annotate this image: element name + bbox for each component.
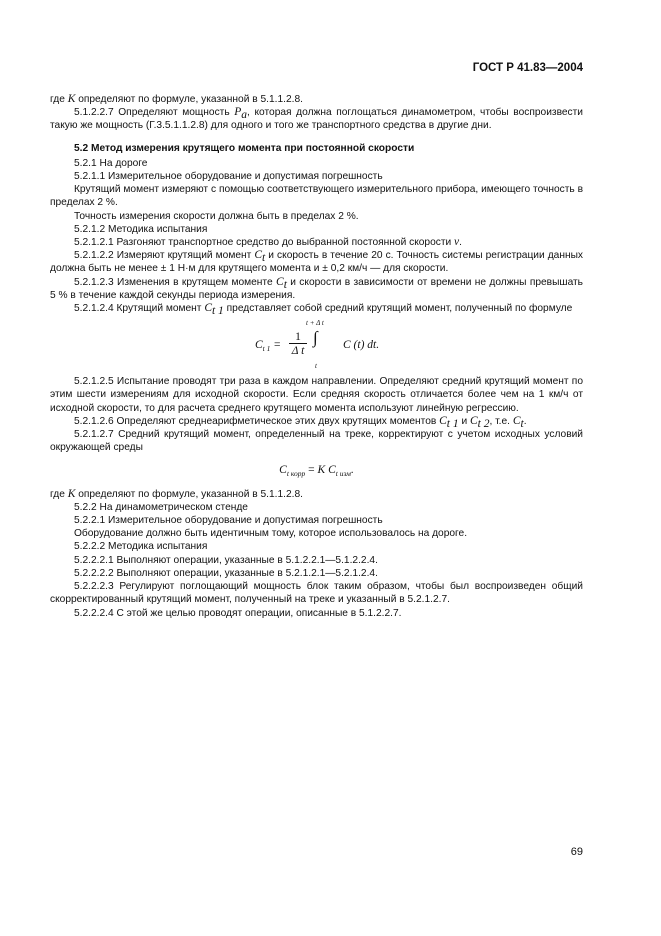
page-number: 69 [570,846,583,858]
paragraph: 5.2.1.2.3 Изменения в крутящем моменте $C_t$ и скорости в зависимости от времени не должны превышать 5 % в течение каждой секунды периода измерения. [50,275,583,301]
paragraph: 5.2.2.2 Методика испытания [74,541,208,553]
integral-lower-limit: t [315,362,317,371]
paragraph: 5.2.1.2.4 Крутящий момент $C_{t 1}$ представляет собой средний крутящий момент, полученный по формуле [74,302,573,318]
paragraph: Точность измерения скорости должна быть в пределах 2 %. [74,210,359,222]
paragraph: 5.2.1.2.1 Разгоняют транспортное средство до выбранной постоянной скорости v. [74,236,462,249]
integral-formula [50,315,583,375]
paragraph: где K определяют по формуле, указанной в 5.1.1.2.8. [50,487,303,500]
integral-upper-limit: t + Δ t [306,319,324,328]
paragraph: Оборудование должно быть идентичным тому, которое использовалось на дороге. [74,528,468,540]
paragraph: 5.2.1.2 Методика испытания [74,223,208,235]
paragraph: 5.2.2.2.4 С этой же целью проводят операции, описанные в 5.1.2.2.7. [74,607,402,619]
paragraph: 5.2.1.2.2 Измеряют крутящий момент $C_t$ и скорость в течение 20 с. Точность системы регистрации данных должна быть не менее ± 1 Н·м для крутящего момента и ± 0,2 км/ч — для скорости. [50,249,584,275]
paragraph: 5.2.1.2.5 Испытание проводят три раза в каждом направлении. Определяют средний крутящий момент по этим шести измерениям для исходной скорости. Если средняя скорость отличается более чем на 1 км/ч от исходной скорости, то для расчета среднего крутящего момента используют линейную регрессию. [50,376,583,414]
paragraph: 5.2.1.1 Измерительное оборудование и допустимая погрешность [74,171,383,183]
fraction-numerator: 1 [289,331,307,344]
integrand: C (t) dt. [343,339,380,352]
correction-formula: $C_{t корр} = K$ $C_{t изм}$. [279,464,354,479]
paragraph: 5.2.1 На дороге [74,157,148,169]
paragraph: 5.2.1.2.7 Средний крутящий момент, определенный на треке, корректируют с учетом исходных условий окружающей среды [50,429,583,454]
section-heading: 5.2 Метод измерения крутящего момента при постоянной скорости [74,142,415,154]
fraction-denominator: Δ t [291,345,305,358]
formula-lhs: $C_{t 1}$ = [255,339,282,354]
paragraph: 5.2.2.1 Измерительное оборудование и допустимая погрешность [74,515,383,527]
paragraph: где K определяют по формуле, указанной в 5.1.1.2.8. [50,93,303,105]
paragraph: 5.2.1.2.6 Определяют среднеарифметическое этих двух крутящих моментов $C_{t 1}$ и $C_{t 2}$, т.е. $C_t$. [74,414,527,430]
document-body [50,93,583,620]
paragraph: 5.2.2.2.2 Выполняют операции, указанные в 5.2.1.2.1—5.2.1.2.4. [74,567,378,579]
paragraph: 5.2.2.2.3 Регулируют поглощающий мощность блок таким образом, чтобы был воспроизведен общий скорректированный крутящий момент, полученный на треке и указанный в 5.2.1.2.7. [50,581,583,606]
document-header: ГОСТ Р 41.83—2004 [472,62,583,74]
integral-sign: ∫ [313,328,318,348]
paragraph: Крутящий момент измеряют с помощью соответствующего измерительного прибора, имеющего точность в пределах 2 %. [50,184,583,209]
paragraph: 5.2.2 На динамометрическом стенде [74,501,248,513]
paragraph: 5.2.2.2.1 Выполняют операции, указанные в 5.1.2.2.1—5.1.2.2.4. [74,554,378,566]
paragraph: 5.1.2.2.7 Определяют мощность $P_a$, которая должна поглощаться динамометром, чтобы воспроизвести такую же мощность (Г.3.5.1.1.2.8) для одного и того же транспортного средства в другие дни. [50,106,583,132]
